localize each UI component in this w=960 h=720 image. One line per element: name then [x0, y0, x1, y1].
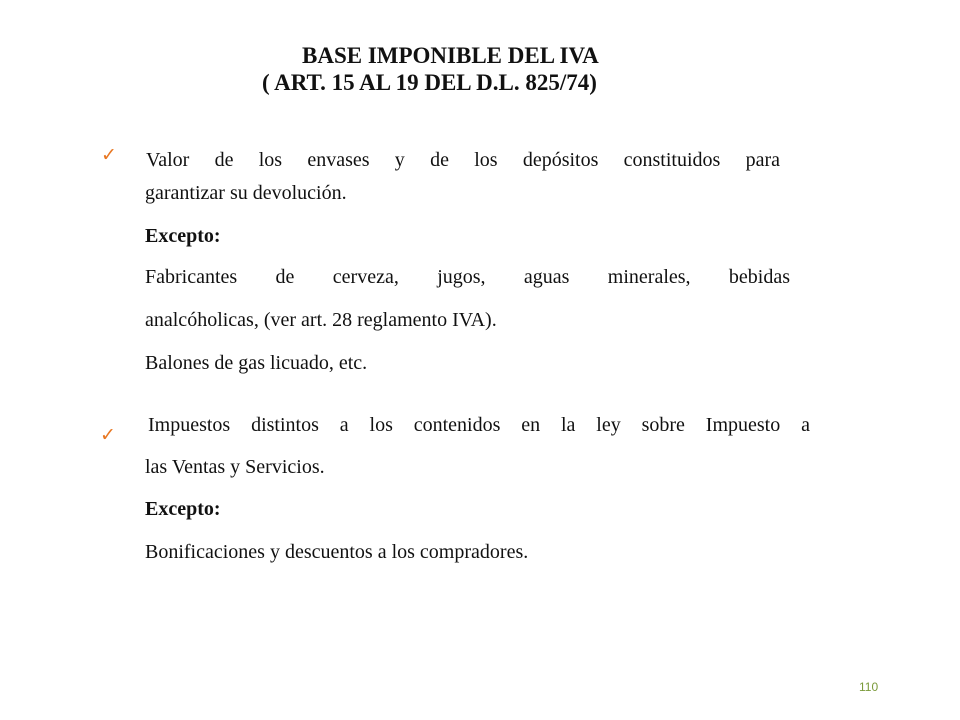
page-title: BASE IMPONIBLE DEL IVA: [302, 43, 599, 68]
item2-line1: Impuestos distintos a los contenidos en la ley sobre Impuesto a: [148, 414, 810, 436]
slide-number: 110: [859, 680, 879, 694]
item1-exception-line2: analcóholicas, (ver art. 28 reglamento IVA).: [145, 309, 497, 331]
item2-exception-line1: Bonificaciones y descuentos a los compradores.: [145, 541, 529, 563]
page-subtitle: ( ART. 15 AL 19 DEL D.L. 825/74): [262, 70, 597, 95]
item1-exception-label: Excepto:: [145, 225, 221, 247]
item1-exception-line3: Balones de gas licuado, etc.: [145, 352, 368, 374]
checkmark-icon: ✓: [101, 144, 117, 166]
item1-line1: Valor de los envases y de los depósitos constituidos para: [146, 149, 780, 171]
item1-line2: garantizar su devolución.: [145, 182, 347, 204]
item2-line2: las Ventas y Servicios.: [145, 456, 325, 478]
item2-exception-label: Excepto:: [145, 498, 221, 520]
item1-exception-line1: Fabricantes de cerveza, jugos, aguas minerales, bebidas: [145, 266, 790, 288]
checkmark-icon: ✓: [100, 424, 116, 446]
